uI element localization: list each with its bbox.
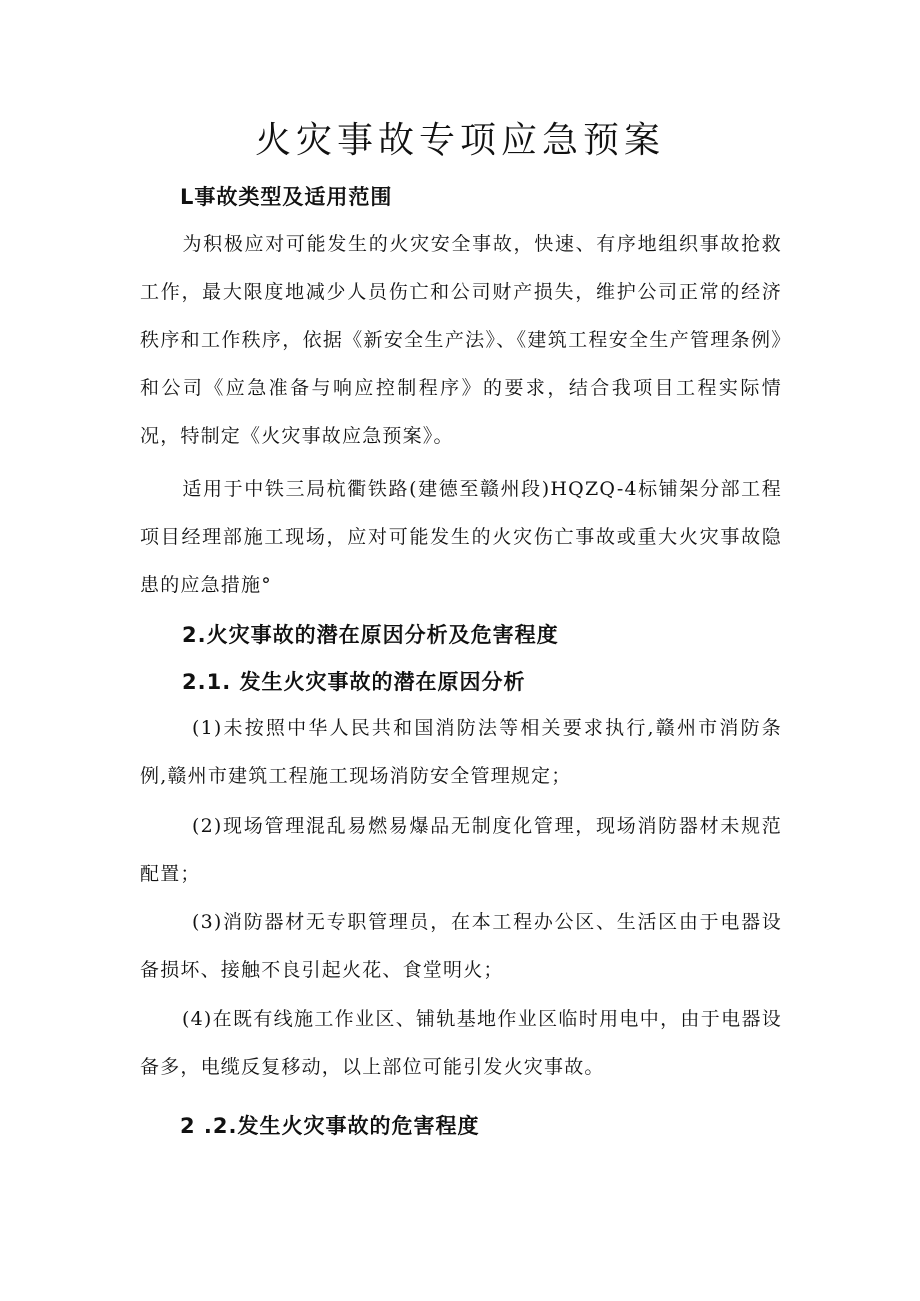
list-item-text: (4)在既有线施工作业区、铺轨基地作业区临时用电中，由于电器设备多，电缆反复移动，以上部位可能引发火灾事故。 [140, 1008, 782, 1078]
list-item [140, 802, 782, 898]
subsection-heading-2-2: 2 .2.发生火灾事故的危害程度 [180, 1114, 480, 1138]
list-item-text: (1)未按照中华人民共和国消防法等相关要求执行,赣州市消防条例,赣州市建筑工程施工现场消防安全管理规定； [140, 717, 782, 787]
subsection-heading-2-1: 2.1. 发生火灾事故的潜在原因分析 [182, 670, 526, 694]
paragraph-purpose [140, 220, 782, 460]
list-item-text: (2)现场管理混乱易燃易爆品无制度化管理，现场消防器材未规范配置； [140, 815, 782, 885]
document-title: 火灾事故专项应急预案 [254, 120, 665, 161]
paragraph-scope [140, 465, 782, 609]
list-item [140, 704, 782, 800]
section-heading-1: L事故类型及适用范围 [180, 185, 393, 209]
paragraph-purpose-text: 为积极应对可能发生的火灾安全事故，快速、有序地组织事故抢救工作，最大限度地减少人员伤亡和公司财产损失，维护公司正常的经济秩序和工作秩序，依据《新安全生产法》、《建筑工程安全生产管理条例》和公司《应急准备与响应控制程序》的要求，结合我项目工程实际情况，特制定《火灾事故应急预案》。 [140, 233, 782, 447]
list-item [140, 898, 782, 994]
paragraph-scope-text: 适用于中铁三局杭衢铁路(建德至赣州段)HQZQ-4标铺架分部工程项目经理部施工现场，应对可能发生的火灾伤亡事故或重大火灾事故隐患的应急措施° [140, 478, 782, 596]
list-item-text: (3)消防器材无专职管理员，在本工程办公区、生活区由于电器设备损坏、接触不良引起火花、食堂明火； [140, 911, 782, 981]
section-heading-2: 2.火灾事故的潜在原因分析及危害程度 [182, 623, 559, 647]
list-item [140, 995, 782, 1091]
